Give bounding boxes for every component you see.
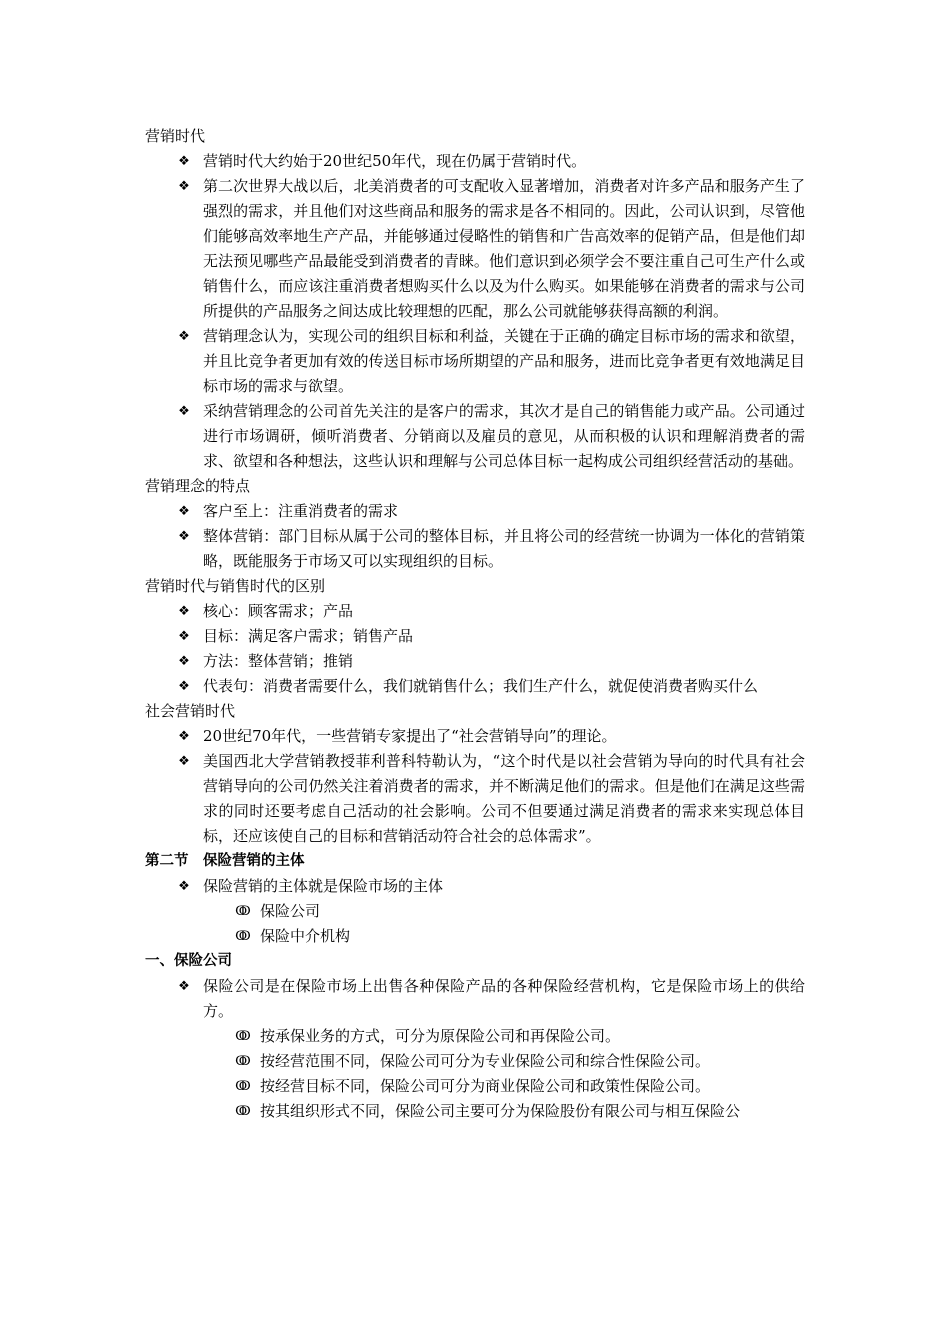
list-item-text: 采纳营销理念的公司首先关注的是客户的需求，其次才是自己的销售能力或产品。公司通过进行市场调研，倾听消费者、分销商以及雇员的意见，从而积极的认识和理解消费者的需求、欲望和各种想法，这些认识和理解与公司总体目标一起构成公司组织经营活动的基础。 xyxy=(203,402,805,470)
list-item xyxy=(145,724,805,749)
list-item xyxy=(145,974,805,1024)
sub-list-item-text: 按其组织形式不同，保险公司主要可分为保险股份有限公司与相互保险公 xyxy=(260,1102,741,1120)
sub-list-item xyxy=(145,924,805,949)
section-heading: 社会营销时代 xyxy=(145,702,236,720)
diamond-bullet-icon: ❖ xyxy=(178,404,190,419)
sub-list-item-text: 按承保业务的方式，可分为原保险公司和再保险公司。 xyxy=(260,1027,621,1045)
sub-list-item xyxy=(145,899,805,924)
list-item xyxy=(145,174,805,324)
list-item-text: 客户至上：注重消费者的需求 xyxy=(203,502,399,520)
section-heading: 营销时代与销售时代的区别 xyxy=(145,577,326,595)
sub-list-item xyxy=(145,1024,805,1049)
diamond-bullet-icon: ❖ xyxy=(178,179,190,194)
list-item xyxy=(145,874,805,899)
diamond-bullet-icon: ❖ xyxy=(178,879,190,894)
list-item xyxy=(145,674,805,699)
diamond-bullet-icon: ❖ xyxy=(178,329,190,344)
bullet-list xyxy=(145,974,805,1124)
list-item xyxy=(145,624,805,649)
list-item xyxy=(145,149,805,174)
list-item-text: 方法：整体营销；推销 xyxy=(203,652,354,670)
diamond-bullet-icon: ❖ xyxy=(178,754,190,769)
bullet-list xyxy=(145,874,805,949)
link-bullet-icon: ↂ xyxy=(235,929,251,944)
diamond-bullet-icon: ❖ xyxy=(178,604,190,619)
list-item-text: 营销理念认为，实现公司的组织目标和利益，关键在于正确的确定目标市场的需求和欲望，并且比竞争者更加有效的传送目标市场所期望的产品和服务，进而比竞争者更有效地满足目标市场的需求与欲望。 xyxy=(203,327,805,395)
list-item-text: 营销时代大约始于20世纪50年代，现在仍属于营销时代。 xyxy=(203,152,587,170)
list-item xyxy=(145,499,805,524)
bullet-list xyxy=(145,724,805,849)
list-item-text: 目标：满足客户需求；销售产品 xyxy=(203,627,414,645)
list-item-text: 保险公司是在保险市场上出售各种保险产品的各种保险经营机构，它是保险市场上的供给方。 xyxy=(203,977,805,1020)
list-item xyxy=(145,749,805,849)
sub-list-item-text: 保险中介机构 xyxy=(260,927,351,945)
sub-list-item xyxy=(145,1099,805,1124)
list-item xyxy=(145,324,805,399)
diamond-bullet-icon: ❖ xyxy=(178,154,190,169)
link-bullet-icon: ↂ xyxy=(235,904,251,919)
section-heading: 营销理念的特点 xyxy=(145,477,251,495)
list-item-text: 核心：顾客需求；产品 xyxy=(203,602,354,620)
sub-list-item-text: 保险公司 xyxy=(260,902,321,920)
section-heading: 第二节 保险营销的主体 xyxy=(145,853,305,869)
diamond-bullet-icon: ❖ xyxy=(178,729,190,744)
diamond-bullet-icon: ❖ xyxy=(178,629,190,644)
list-item xyxy=(145,399,805,474)
bullet-list xyxy=(145,499,805,574)
sub-list-item xyxy=(145,1049,805,1074)
diamond-bullet-icon: ❖ xyxy=(178,504,190,519)
link-bullet-icon: ↂ xyxy=(235,1029,251,1044)
bullet-list xyxy=(145,599,805,699)
diamond-bullet-icon: ❖ xyxy=(178,529,190,544)
diamond-bullet-icon: ❖ xyxy=(178,979,190,994)
link-bullet-icon: ↂ xyxy=(235,1104,251,1119)
document-content xyxy=(145,124,805,1124)
link-bullet-icon: ↂ xyxy=(235,1054,251,1069)
diamond-bullet-icon: ❖ xyxy=(178,654,190,669)
sub-list-item xyxy=(145,1074,805,1099)
list-item-text: 整体营销：部门目标从属于公司的整体目标，并且将公司的经营统一协调为一体化的营销策略，既能服务于市场又可以实现组织的目标。 xyxy=(203,527,805,570)
section-heading: 一、保险公司 xyxy=(145,953,232,969)
list-item-text: 第二次世界大战以后，北美消费者的可支配收入显著增加，消费者对许多产品和服务产生了强烈的需求，并且他们对这些商品和服务的需求是各不相同的。因此，公司认识到，尽管他们能够高效率地生产产品，并能够通过侵略性的销售和广告高效率的促销产品，但是他们却无法预见哪些产品最能受到消费者的青睐。他们意识到必须学会不要注重自己可生产什么或销售什么，而应该注重消费者想购买什么以及为什么购买。如果能够在消费者的需求与公司所提供的产品服务之间达成比较理想的匹配，那么公司就能够获得高额的利润。 xyxy=(203,177,805,320)
list-item xyxy=(145,599,805,624)
list-item-text: 代表句：消费者需要什么，我们就销售什么；我们生产什么，就促使消费者购买什么 xyxy=(203,677,759,695)
list-item xyxy=(145,524,805,574)
list-item-text: 20世纪70年代，一些营销专家提出了“社会营销导向”的理论。 xyxy=(203,727,617,745)
link-bullet-icon: ↂ xyxy=(235,1079,251,1094)
diamond-bullet-icon: ❖ xyxy=(178,679,190,694)
sub-list-item-text: 按经营范围不同，保险公司可分为专业保险公司和综合性保险公司。 xyxy=(260,1052,711,1070)
list-item-text: 美国西北大学营销教授菲利普科特勒认为，“这个时代是以社会营销为导向的时代具有社会营销导向的公司仍然关注着消费者的需求，并不断满足他们的需求。但是他们在满足这些需求的同时还要考虑自己活动的社会影响。公司不但要通过满足消费者的需求来实现总体目标，还应该使自己的目标和营销活动符合社会的总体需求”。 xyxy=(203,752,805,845)
list-item-text: 保险营销的主体就是保险市场的主体 xyxy=(203,877,444,895)
list-item xyxy=(145,649,805,674)
section-heading: 营销时代 xyxy=(145,127,206,145)
bullet-list xyxy=(145,149,805,474)
sub-list-item-text: 按经营目标不同，保险公司可分为商业保险公司和政策性保险公司。 xyxy=(260,1077,711,1095)
